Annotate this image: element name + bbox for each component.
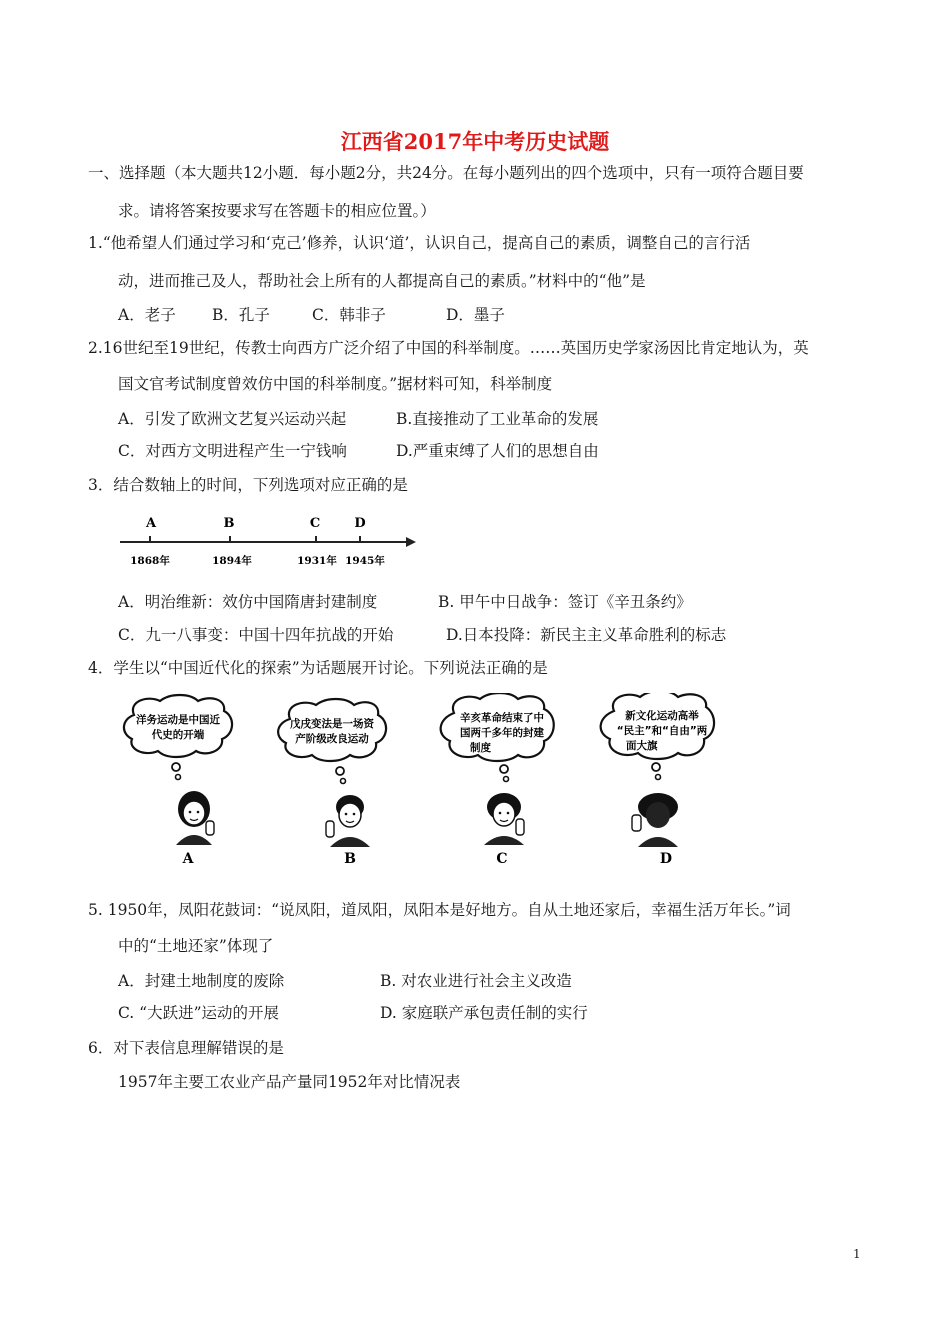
question-3-option-c: C．九一八事变：中国十四年抗战的开始 (118, 626, 394, 644)
section-instruction-line1: 一、选择题（本大题共12小题．每小题2分，共24分。在每小题列出的四个选项中，只有一项符合题目要 (88, 164, 804, 182)
table-caption: 1957年主要工农业产品产量同1952年对比情况表 (118, 1073, 461, 1091)
question-2-line1: 2.16世纪至19世纪，传教士向西方广泛介绍了中国的科举制度。……英国历史学家汤因比肯定地认为，英 (88, 339, 809, 357)
question-5-option-a: A．封建土地制度的废除 (118, 972, 285, 990)
speech-bubble-a (124, 695, 232, 757)
cartoon-c (441, 693, 554, 867)
timeline-letter-c: C (309, 516, 321, 531)
question-3-option-a: A．明治维新：效仿中国隋唐封建制度 (118, 593, 378, 611)
question-1-option-c: C．韩非子 (312, 306, 386, 324)
cartoon-label-b: B (344, 851, 356, 867)
question-1-option-d: D．墨子 (446, 306, 505, 324)
timeline-year-c: 1931年 (297, 555, 337, 567)
speech-d-line1: 新文化运动高举 (625, 710, 699, 722)
student-c-figure (484, 793, 524, 845)
section-instruction-line2: 求。请将答案按要求写在答题卡的相应位置。） (118, 202, 436, 220)
cartoon-label-a: A (182, 851, 194, 867)
timeline-letter-d: D (354, 516, 366, 531)
speech-c-line1: 辛亥革命结束了中 (460, 712, 544, 724)
cartoon-label-c: C (496, 851, 508, 867)
cartoon-label-d: D (659, 851, 673, 867)
timeline-arrow-icon (406, 537, 416, 547)
question-4-line1: 4．学生以“中国近代化的探索”为话题展开讨论。下列说法正确的是 (88, 659, 548, 677)
question-2-option-b: B.直接推动了工业革命的发展 (396, 410, 599, 428)
timeline-year-a: 1868年 (130, 555, 170, 567)
speech-d-line2: “民主”和“自由”两 (616, 725, 708, 737)
question-5-line1: 5. 1950年，凤阳花鼓词：“说凤阳，道凤阳，凤阳本是好地方。自从土地还家后，幸福生活万年长。”词 (88, 901, 791, 919)
cartoon-d (601, 693, 714, 867)
speech-a-line1: 洋务运动是中国近 (136, 714, 220, 726)
cartoon-b (278, 699, 386, 867)
timeline-year-b: 1894年 (212, 555, 252, 567)
question-2-option-a: A．引发了欧洲文艺复兴运动兴起 (118, 410, 347, 428)
question-5-option-c: C. “大跃进”运动的开展 (118, 1004, 280, 1022)
timeline-letter-a: A (145, 516, 157, 531)
question-1-line2: 动，进而推己及人，帮助社会上所有的人都提高自己的素质。”材料中的“他”是 (118, 272, 646, 290)
student-d-figure (632, 793, 678, 847)
speech-bubble-b (278, 699, 386, 761)
speech-b-line2: 产阶级改良运动 (295, 733, 369, 745)
question-1-option-b: B．孔子 (212, 306, 270, 324)
question-1-line1: 1.“他希望人们通过学习和‘克己’修养，认识‘道’，认识自己，提高自己的素质，调整自己的言行活 (88, 234, 751, 252)
speech-a-line2: 代史的开端 (151, 729, 205, 741)
cartoon-figure (118, 693, 718, 868)
question-5-line2: 中的“土地还家”体现了 (118, 937, 274, 955)
question-1-option-a: A．老子 (118, 306, 176, 324)
question-3-option-b: B. 甲午中日战争：签订《辛丑条约》 (438, 593, 692, 611)
question-3-line1: 3．结合数轴上的时间，下列选项对应正确的是 (88, 476, 408, 494)
speech-c-line2: 国两千多年的封建 (460, 727, 544, 739)
cartoon-a (124, 695, 232, 867)
question-2-option-c: C．对西方文明进程产生一宁钱响 (118, 442, 347, 460)
question-5-option-d: D. 家庭联产承包责任制的实行 (380, 1004, 588, 1022)
page-title: 江西省2017年中考历史试题 (340, 129, 610, 154)
speech-c-line3: 制度 (470, 742, 491, 754)
question-2-option-d: D.严重束缚了人们的思想自由 (396, 442, 599, 460)
timeline-letter-b: B (223, 516, 235, 531)
speech-b-line1: 戊戌变法是一场资 (290, 718, 374, 730)
question-5-option-b: B. 对农业进行社会主义改造 (380, 972, 572, 990)
question-3-option-d: D.日本投降：新民主主义革命胜利的标志 (446, 626, 727, 644)
question-2-line2: 国文官考试制度曾效仿中国的科举制度。”据材料可知，科举制度 (118, 375, 553, 393)
question-6-line1: 6．对下表信息理解错误的是 (88, 1039, 284, 1057)
page-number: 1 (853, 1247, 861, 1261)
student-b-figure (326, 795, 370, 847)
timeline-figure (118, 512, 418, 572)
speech-d-line3: 面大旗 (626, 740, 658, 752)
student-a-figure (176, 791, 214, 845)
timeline-year-d: 1945年 (345, 555, 385, 567)
